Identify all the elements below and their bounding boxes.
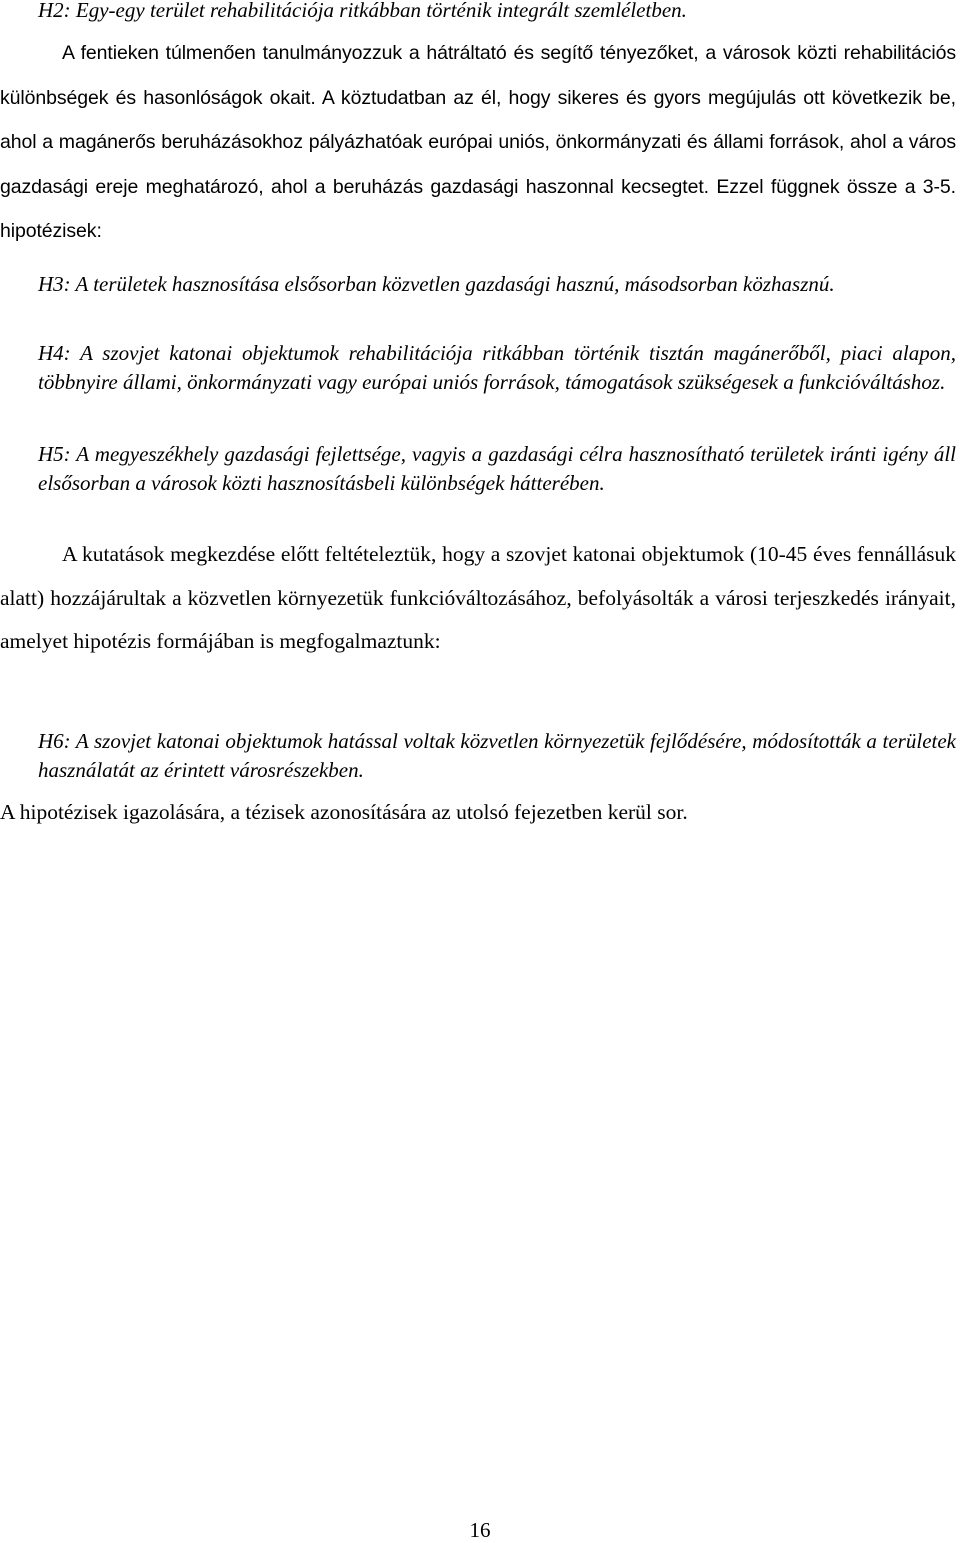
hypothesis-h6: H6: A szovjet katonai objektumok hatással voltak közvetlen környezetük fejlődésére, módosították a területek használatát az érintett városrészekben. — [38, 729, 956, 782]
page-number: 16 — [469, 1518, 491, 1542]
closing-sentence: A hipotézisek igazolására, a tézisek azonosítására az utolsó fejezetben kerül sor. — [0, 800, 688, 824]
hypothesis-h2: H2: Egy-egy terület rehabilitációja ritkábban történik integrált szemléletben. — [38, 0, 687, 22]
hypothesis-h3: H3: A területek hasznosítása elsősorban közvetlen gazdasági hasznú, másodsorban közhasznú. — [38, 272, 835, 296]
hypothesis-h5: H5: A megyeszékhely gazdasági fejlettsége, vagyis a gazdasági célra hasznosítható területek iránti igény áll elsősorban a városok közti hasznosításbeli különbségek hátterében. — [38, 442, 956, 495]
hypothesis-h4: H4: A szovjet katonai objektumok rehabilitációja ritkábban történik tisztán magánerőből, piaci alapon, többnyire állami, önkormányzati vagy európai uniós források, támogatások szükségesek a funkcióváltáshoz. — [38, 341, 956, 394]
paragraph-assumption: A kutatások megkezdése előtt feltételeztük, hogy a szovjet katonai objektumok (10-45 éves fennállásuk alatt) hozzájárultak a közvetlen környezetük funkcióváltozásához, befolyásolták a városi terjeszkedés irányait, amelyet hipotézis formájában is megfogalmaztunk: — [0, 542, 956, 653]
paragraph-factors: A fentieken túlmenően tanulmányozzuk a hátráltató és segítő tényezőket, a városok közti rehabilitációs különbségek és hasonlóságok okait. A köztudatban az él, hogy sikeres és gyors megújulás ott következik be, ahol a magánerős beruházásokhoz pályázhatóak európai uniós, önkormányzati és állami források, ahol a város gazdasági ereje meghatározó, ahol a beruházás gazdasági haszonnal kecsegtet. Ezzel függnek össze a 3-5. hipotézisek: — [0, 42, 956, 242]
